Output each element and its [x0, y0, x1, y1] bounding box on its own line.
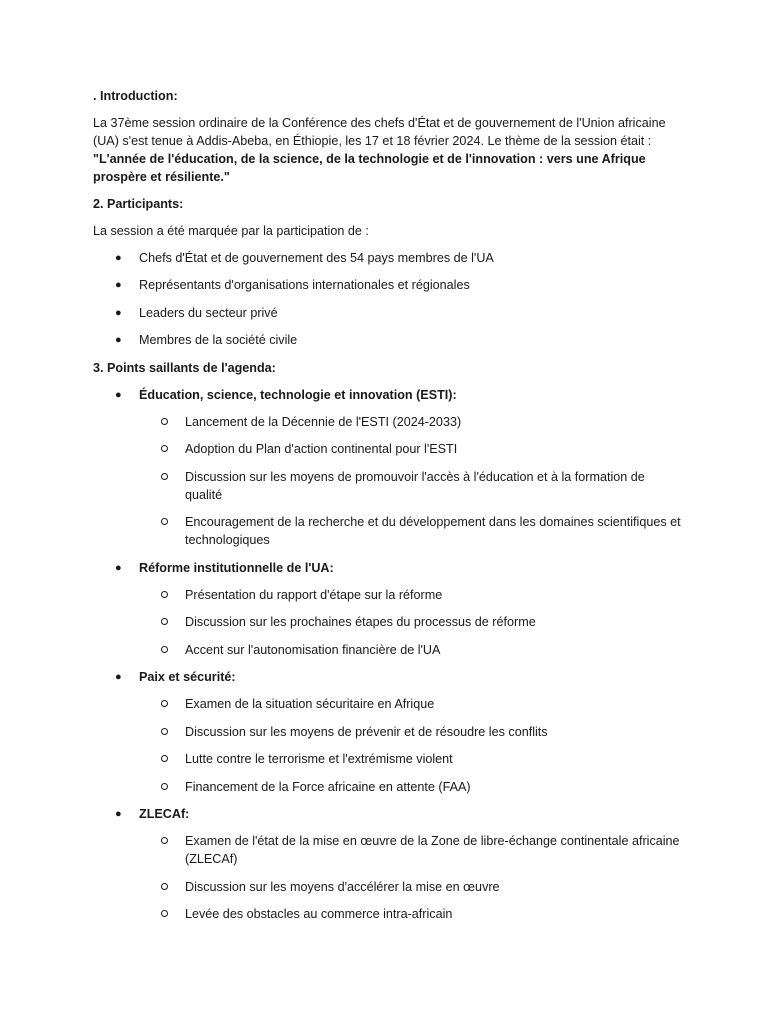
list-item: Encouragement de la recherche et du développement dans les domaines scientifiques et technologiques	[139, 513, 683, 549]
agenda-topic-title: Éducation, science, technologie et innovation (ESTI):	[139, 387, 457, 402]
circle-bullet-icon	[161, 418, 168, 425]
bullet-icon: ●	[115, 306, 122, 319]
agenda-topic-title: ZLECAf:	[139, 807, 190, 822]
circle-bullet-icon	[161, 618, 168, 625]
circle-bullet-icon	[161, 755, 168, 762]
bullet-icon: ●	[115, 334, 122, 347]
section-heading-introduction: . Introduction:	[93, 89, 178, 103]
circle-bullet-icon	[161, 646, 168, 653]
agenda-topic-esti	[93, 386, 683, 550]
section-heading-agenda: 3. Points saillants de l'agenda:	[93, 360, 276, 375]
list-item: Discussion sur les moyens d'accélérer la mise en œuvre	[139, 878, 683, 896]
participants-lead: La session a été marquée par la participation de :	[93, 224, 369, 238]
list-item: Discussion sur les prochaines étapes du processus de réforme	[139, 613, 683, 631]
list-item: Adoption du Plan d'action continental pour l'ESTI	[139, 440, 683, 458]
bullet-icon: ●	[115, 808, 122, 821]
agenda-subitems-list	[139, 832, 683, 923]
introduction-text: La 37ème session ordinaire de la Conférence des chefs d'État et de gouvernement de l'Union africaine (UA) s'est tenue à Addis-Abeba, en Éthiopie, les 17 et 18 février 2024. Le thème de la session était :	[93, 116, 666, 148]
agenda-subitems-list	[139, 586, 683, 659]
circle-bullet-icon	[161, 837, 168, 844]
list-item: Accent sur l'autonomisation financière de l'UA	[139, 641, 683, 659]
circle-bullet-icon	[161, 473, 168, 480]
bullet-icon: ●	[115, 671, 122, 684]
agenda-subitems-list	[139, 695, 683, 795]
agenda-subitems-list	[139, 413, 683, 549]
bullet-icon: ●	[115, 279, 122, 292]
list-item: Examen de la situation sécuritaire en Afrique	[139, 695, 683, 713]
list-item: ● Membres de la société civile	[115, 333, 298, 348]
circle-bullet-icon	[161, 518, 168, 525]
circle-bullet-icon	[161, 883, 168, 890]
bullet-icon: ●	[115, 252, 122, 264]
list-item: Levée des obstacles au commerce intra-africain	[139, 905, 683, 923]
list-item: Lancement de la Décennie de l'ESTI (2024-2033)	[139, 413, 683, 431]
circle-bullet-icon	[161, 783, 168, 790]
agenda-topic-title: Paix et sécurité:	[139, 670, 236, 685]
circle-bullet-icon	[161, 445, 168, 452]
agenda-topic-zlecaf	[93, 805, 683, 923]
agenda-topic-title: Réforme institutionnelle de l'UA:	[139, 560, 334, 575]
list-item: Discussion sur les moyens de prévenir et de résoudre les conflits	[139, 723, 683, 741]
session-theme: "L'année de l'éducation, de la science, de la technologie et de l'innovation : vers une Afrique prospère et résiliente."	[93, 152, 646, 184]
list-item: Présentation du rapport d'étape sur la réforme	[139, 586, 683, 604]
list-item: Discussion sur les moyens de promouvoir l'accès à l'éducation et à la formation de qualité	[139, 468, 683, 504]
introduction-paragraph	[93, 114, 683, 186]
document-page	[93, 87, 683, 933]
list-item: Lutte contre le terrorisme et l'extrémisme violent	[139, 750, 683, 768]
agenda-topic-reforme	[93, 559, 683, 659]
circle-bullet-icon	[161, 910, 168, 917]
circle-bullet-icon	[161, 591, 168, 598]
bullet-icon: ●	[115, 561, 122, 574]
agenda-topic-paix-securite	[93, 668, 683, 796]
bullet-icon: ●	[115, 388, 122, 401]
agenda-topics-list	[93, 386, 683, 924]
list-item: Examen de l'état de la mise en œuvre de la Zone de libre-échange continentale africaine (ZLECAf)	[139, 832, 683, 868]
section-heading-participants: 2. Participants:	[93, 197, 184, 211]
circle-bullet-icon	[161, 728, 168, 735]
list-item: ● Représentants d'organisations internationales et régionales	[115, 278, 470, 293]
list-item: ● Leaders du secteur privé	[115, 305, 278, 320]
circle-bullet-icon	[161, 700, 168, 707]
list-item: ● Chefs d'État et de gouvernement des 54 pays membres de l'UA	[115, 251, 494, 265]
list-item: Financement de la Force africaine en attente (FAA)	[139, 778, 683, 796]
participants-list	[93, 249, 683, 349]
